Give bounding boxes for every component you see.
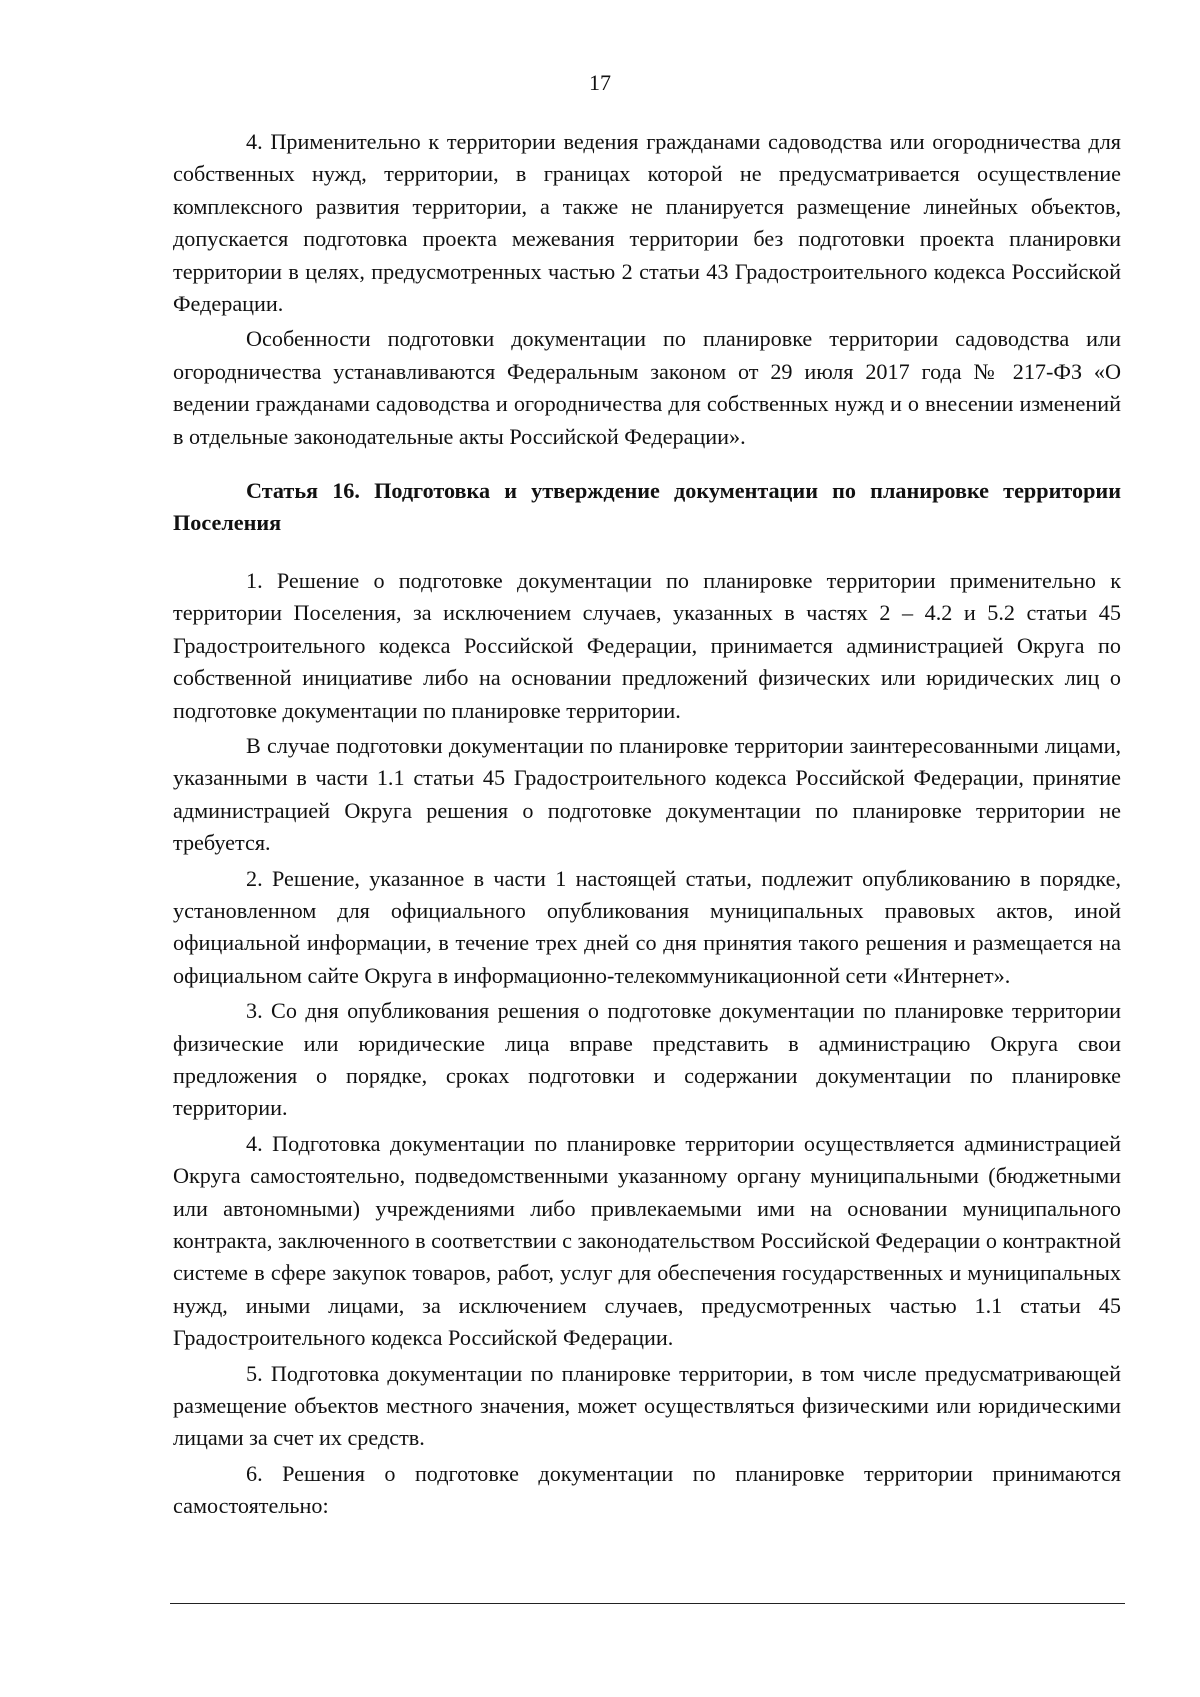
paragraph: 4. Подготовка документации по планировке территории осуществляется администрацией Округа самостоятельно, подведомственными указанному органу муниципальными (бюджетными или автономными) учреждениями либо привлекаемыми ими на основании муниципального контракта, заключенного в соответствии с законодательством Российской Федерации о контрактной системе в сфере закупок товаров, работ, услуг для обеспечения государственных и муниципальных нужд, иными лицами, за исключением случаев, предусмотренных частью 1.1 статьи 45 Градостроительного кодекса Российской Федерации. xyxy=(173,1130,1122,1351)
document-body xyxy=(173,126,1121,1523)
article-heading: Статья 16. Подготовка и утверждение документации по планировке территории Поселения xyxy=(173,478,1121,536)
footer-divider xyxy=(170,1603,1125,1604)
paragraph: 3. Со дня опубликования решения о подготовке документации по планировке территории физические или юридические лица вправе представить в администрацию Округа свои предложения о порядке, сроках подготовки и содержании документации по планировке территории. xyxy=(173,998,1121,1121)
page-number: 17 xyxy=(589,70,611,95)
paragraph: 4. Применительно к территории ведения гражданами садоводства или огородничества для собственных нужд, территории, в границах которой не предусматривается осуществление комплексного развития территории, а также не планируется размещение линейных объектов, допускается подготовка проекта межевания территории без подготовки проекта планировки территории в целях, предусмотренных частью 2 статьи 43 Градостроительного кодекса Российской Федерации. xyxy=(173,129,1121,317)
paragraph: 6. Решения о подготовке документации по планировке территории принимаются самостоятельно: xyxy=(173,1460,1121,1519)
paragraph: 2. Решение, указанное в части 1 настоящей статьи, подлежит опубликованию в порядке, установленном для официального опубликования муниципальных правовых актов, иной официальной информации, в течение трех дней со дня принятия такого решения и размещается на официальном сайте Округа в информационно-телекоммуникационной сети «Интернет». xyxy=(173,865,1121,988)
paragraph: 5. Подготовка документации по планировке территории, в том числе предусматривающей размещение объектов местного значения, может осуществляться физическими или юридическими лицами за счет их средств. xyxy=(173,1360,1121,1451)
paragraph: Особенности подготовки документации по планировке территории садоводства или огородничества устанавливаются Федеральным законом от 29 июля 2017 года № 217-ФЗ «О ведении гражданами садоводства и огородничества для собственных нужд и о внесении изменений в отдельные законодательные акты Российской Федерации». xyxy=(173,326,1121,449)
paragraph: 1. Решение о подготовке документации по планировке территории применительно к территории Поселения, за исключением случаев, указанных в частях 2 – 4.2 и 5.2 статьи 45 Градостроительного кодекса Российской Федерации, принимается администрацией Округа по собственной инициативе либо на основании предложений физических или юридических лиц о подготовке документации по планировке территории. xyxy=(173,567,1121,723)
paragraph: В случае подготовки документации по планировке территории заинтересованными лицами, указанными в части 1.1 статьи 45 Градостроительного кодекса Российской Федерации, принятие администрацией Округа решения о подготовке документации по планировке территории не требуется. xyxy=(173,732,1121,856)
